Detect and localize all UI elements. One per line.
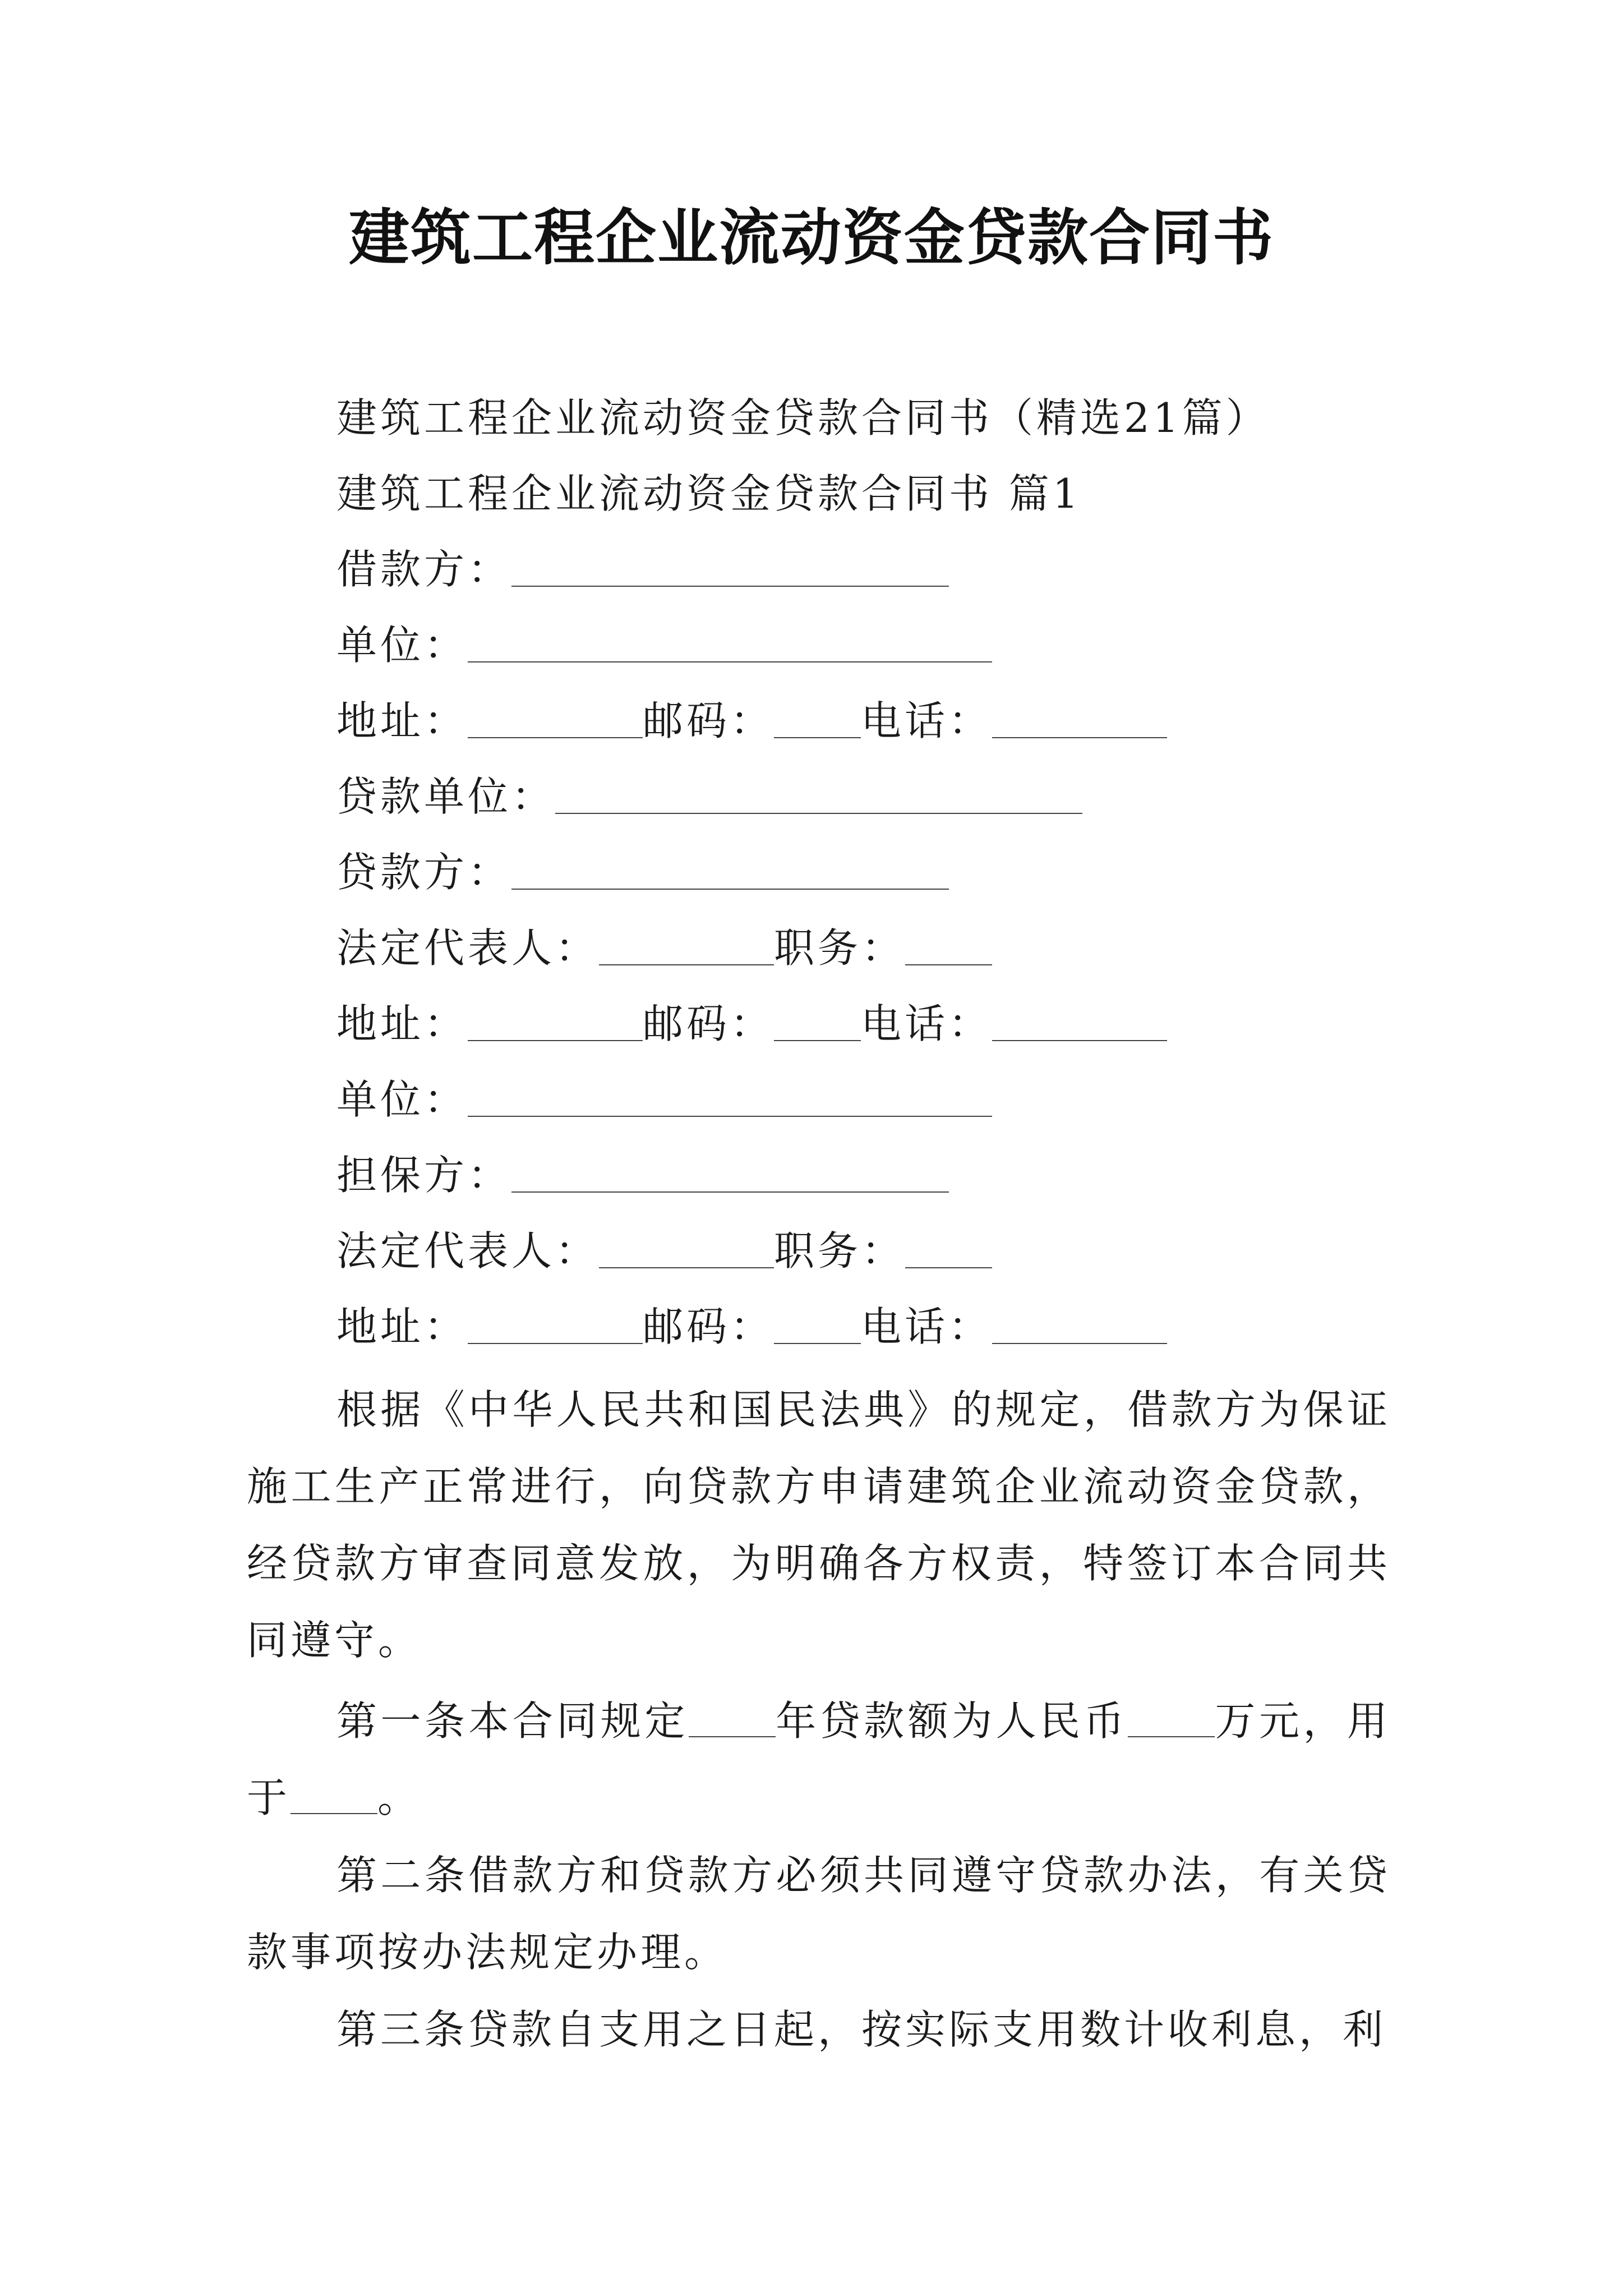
article-1-purpose-blank[interactable] bbox=[291, 1779, 377, 1814]
article-1-part-b: 年贷款额为人民币 bbox=[775, 1697, 1128, 1745]
legal-rep-label-1: 法定代表人： bbox=[336, 924, 600, 972]
article-2-paragraph: 第二条借款方和贷款方必须共同遵守贷款办法，有关贷款事项按办法规定办理。 bbox=[247, 1852, 1391, 1976]
phone-label-2: 电话： bbox=[861, 1000, 993, 1047]
address-blank-1[interactable] bbox=[468, 698, 643, 738]
unit-line-1 bbox=[336, 620, 992, 670]
position-label-2: 职务： bbox=[774, 1227, 906, 1274]
phone-label-1: 电话： bbox=[861, 697, 993, 744]
position-blank-2[interactable] bbox=[905, 1228, 992, 1268]
article-1-year-blank[interactable] bbox=[689, 1703, 776, 1737]
address-line-3 bbox=[336, 1301, 1167, 1352]
guarantor-label: 担保方： bbox=[336, 1152, 512, 1199]
preamble-paragraph: 根据《中华人民共和国民法典》的规定，借款方为保证施工生产正常进行，向贷款方申请建筑企业流动资金贷款，经贷款方审查同意发放，为明确各方权责，特签订本合同共同遵守。 bbox=[247, 1386, 1391, 1664]
legal-rep-blank-2[interactable] bbox=[599, 1228, 774, 1268]
article-1-part-d: 。 bbox=[377, 1774, 422, 1821]
guarantor-line bbox=[336, 1150, 949, 1200]
section-heading-line bbox=[336, 468, 1082, 519]
article-1-amount-blank[interactable] bbox=[1128, 1703, 1215, 1737]
postcode-label-3: 邮码： bbox=[643, 1303, 774, 1350]
unit-line-2 bbox=[336, 1074, 992, 1125]
borrower-label: 借款方： bbox=[336, 546, 512, 593]
article-3-paragraph: 第三条贷款自支用之日起，按实际支用数计收利息，利 bbox=[336, 2006, 1387, 2053]
borrower-blank[interactable] bbox=[511, 546, 949, 587]
document-title: 建筑工程企业流动资金贷款合同书 bbox=[348, 203, 1274, 273]
postcode-blank-3[interactable] bbox=[774, 1304, 861, 1344]
legal-rep-line-1 bbox=[336, 923, 992, 973]
article-1-paragraph bbox=[247, 1683, 1391, 1837]
address-label-2: 地址： bbox=[336, 1000, 468, 1047]
unit-label-2: 单位： bbox=[336, 1076, 468, 1123]
address-blank-2[interactable] bbox=[468, 1001, 643, 1041]
postcode-blank-2[interactable] bbox=[774, 1001, 861, 1041]
lender-line bbox=[336, 847, 949, 898]
unit-label-1: 单位： bbox=[336, 622, 468, 669]
borrower-line bbox=[336, 544, 949, 595]
postcode-blank-1[interactable] bbox=[774, 698, 861, 738]
subtitle: 建筑工程企业流动资金贷款合同书（精选21篇） bbox=[336, 394, 1270, 441]
loan-unit-blank[interactable] bbox=[555, 774, 1082, 814]
article-1-part-c: 万元，用于 bbox=[247, 1697, 1391, 1821]
address-label-3: 地址： bbox=[336, 1303, 468, 1350]
unit-blank-2[interactable] bbox=[468, 1076, 992, 1117]
lender-label: 贷款方： bbox=[336, 849, 512, 896]
loan-unit-line bbox=[336, 771, 1082, 822]
address-line-1 bbox=[336, 696, 1167, 746]
phone-label-3: 电话： bbox=[861, 1303, 993, 1350]
subtitle-line bbox=[336, 393, 1270, 443]
postcode-label-2: 邮码： bbox=[643, 1000, 774, 1047]
unit-blank-1[interactable] bbox=[468, 622, 992, 662]
article-1-part-a: 第一条本合同规定 bbox=[336, 1697, 689, 1745]
legal-rep-line-2 bbox=[336, 1226, 992, 1276]
loan-unit-label: 贷款单位： bbox=[336, 773, 556, 820]
legal-rep-blank-1[interactable] bbox=[599, 925, 774, 965]
phone-blank-1[interactable] bbox=[992, 698, 1167, 738]
legal-rep-label-2: 法定代表人： bbox=[336, 1227, 600, 1274]
phone-blank-3[interactable] bbox=[992, 1304, 1167, 1344]
address-blank-3[interactable] bbox=[468, 1304, 643, 1344]
position-blank-1[interactable] bbox=[905, 925, 992, 965]
lender-blank[interactable] bbox=[511, 849, 949, 890]
guarantor-blank[interactable] bbox=[511, 1152, 949, 1193]
postcode-label-1: 邮码： bbox=[643, 697, 774, 744]
phone-blank-2[interactable] bbox=[992, 1001, 1167, 1041]
position-label-1: 职务： bbox=[774, 924, 906, 972]
address-line-2 bbox=[336, 999, 1167, 1049]
address-label-1: 地址： bbox=[336, 697, 468, 744]
section-heading: 建筑工程企业流动资金贷款合同书 篇1 bbox=[336, 470, 1082, 517]
